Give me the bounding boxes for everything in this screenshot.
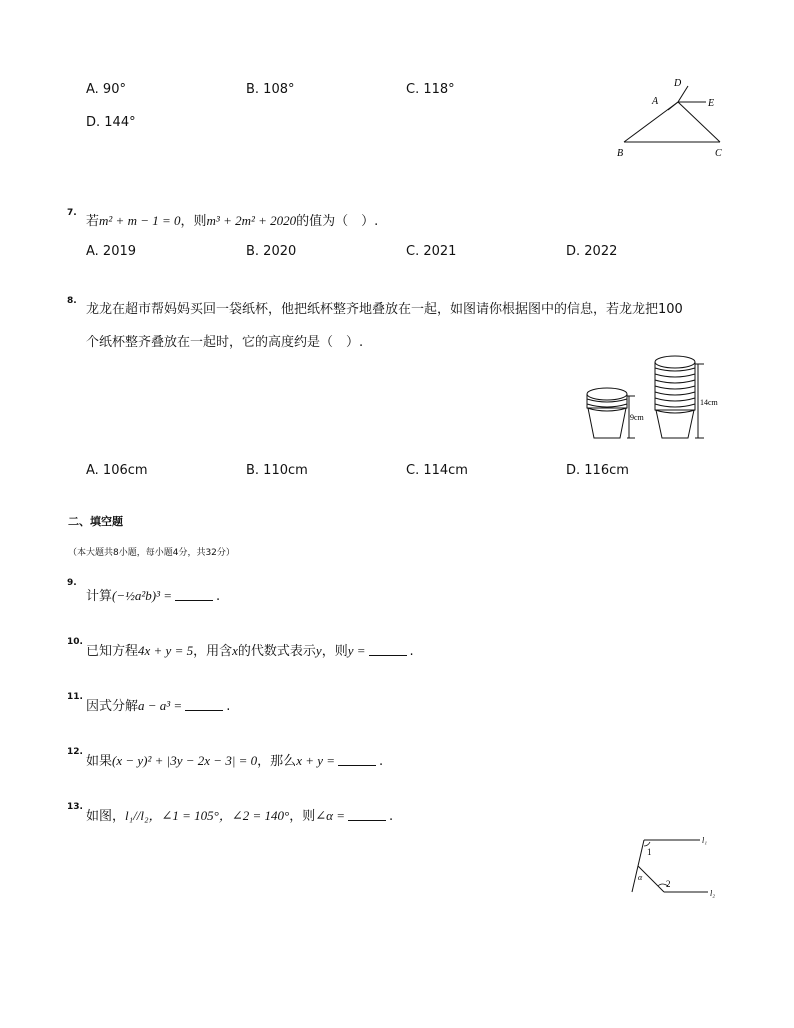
q10-answer-blank[interactable] xyxy=(369,643,407,656)
q9-stem: 计算(−½a²b)³ = . xyxy=(86,588,221,604)
q8-option-a: A. 106cm xyxy=(86,463,148,478)
q7-option-b: B. 2020 xyxy=(246,244,297,259)
label-l1: l₁ xyxy=(702,836,708,845)
section-note: （本大题共8小题，每小题4分，共32分） xyxy=(68,548,235,558)
q9-number: 9. xyxy=(67,578,77,588)
q9-answer-blank[interactable] xyxy=(175,588,213,601)
q13-number: 13. xyxy=(67,802,83,812)
q6-option-b: B. 108° xyxy=(246,82,295,97)
q8-option-b: B. 110cm xyxy=(246,463,308,478)
label-b: B xyxy=(617,148,624,159)
label-angle-1: 1 xyxy=(647,847,652,857)
q6-option-c: C. 118° xyxy=(406,82,455,97)
q12-number: 12. xyxy=(67,747,83,757)
q10-stem: 已知方程4x + y = 5，用含x的代数式表示y，则y = . xyxy=(86,643,414,659)
q7-number: 7. xyxy=(67,208,77,218)
q8-line-2: 个纸杯整齐叠放在一起时，它的高度约是（ ）. xyxy=(86,335,364,350)
q6-option-a: A. 90° xyxy=(86,82,126,97)
q8-number: 8. xyxy=(67,296,77,306)
q8-option-d: D. 116cm xyxy=(566,463,629,478)
label-alpha: α xyxy=(638,873,643,882)
label-a: A xyxy=(652,96,659,107)
section-title: 二、填空题 xyxy=(68,515,123,528)
label-l2: l₂ xyxy=(710,889,716,898)
q13-parallel-lines-figure xyxy=(624,830,724,900)
label-e: E xyxy=(708,98,715,109)
label-angle-2: 2 xyxy=(666,879,671,889)
q8-option-c: C. 114cm xyxy=(406,463,468,478)
q11-answer-blank[interactable] xyxy=(185,698,223,711)
q12-answer-blank[interactable] xyxy=(338,753,376,766)
q7-option-c: C. 2021 xyxy=(406,244,457,259)
q13-answer-blank[interactable] xyxy=(348,808,386,821)
q11-number: 11. xyxy=(67,692,83,702)
label-9cm: 9cm xyxy=(630,413,644,422)
q7-option-d: D. 2022 xyxy=(566,244,618,259)
label-d: D xyxy=(674,78,682,89)
q8-line-1: 龙龙在超市帮妈妈买回一袋纸杯，他把纸杯整齐地叠放在一起，如图请你根据图中的信息，若龙龙把100 xyxy=(86,302,683,317)
q6-triangle-figure xyxy=(612,74,730,160)
q11-stem: 因式分解a − a³ = . xyxy=(86,698,231,714)
q7-option-a: A. 2019 xyxy=(86,244,137,259)
q12-stem: 如果(x − y)² + |3y − 2x − 3| = 0，那么x + y = . xyxy=(86,753,384,769)
label-14cm: 14cm xyxy=(700,398,718,407)
label-c: C xyxy=(715,148,722,159)
q8-cups-figure xyxy=(580,352,730,442)
q6-option-d: D. 144° xyxy=(86,115,136,130)
q10-number: 10. xyxy=(67,637,83,647)
q7-stem: 若m² + m − 1 = 0，则m³ + 2m² + 2020的值为（ ）. xyxy=(86,213,379,229)
q13-stem: 如图，l₁//l₂，∠1 = 105°，∠2 = 140°，则∠α = . xyxy=(86,808,394,824)
